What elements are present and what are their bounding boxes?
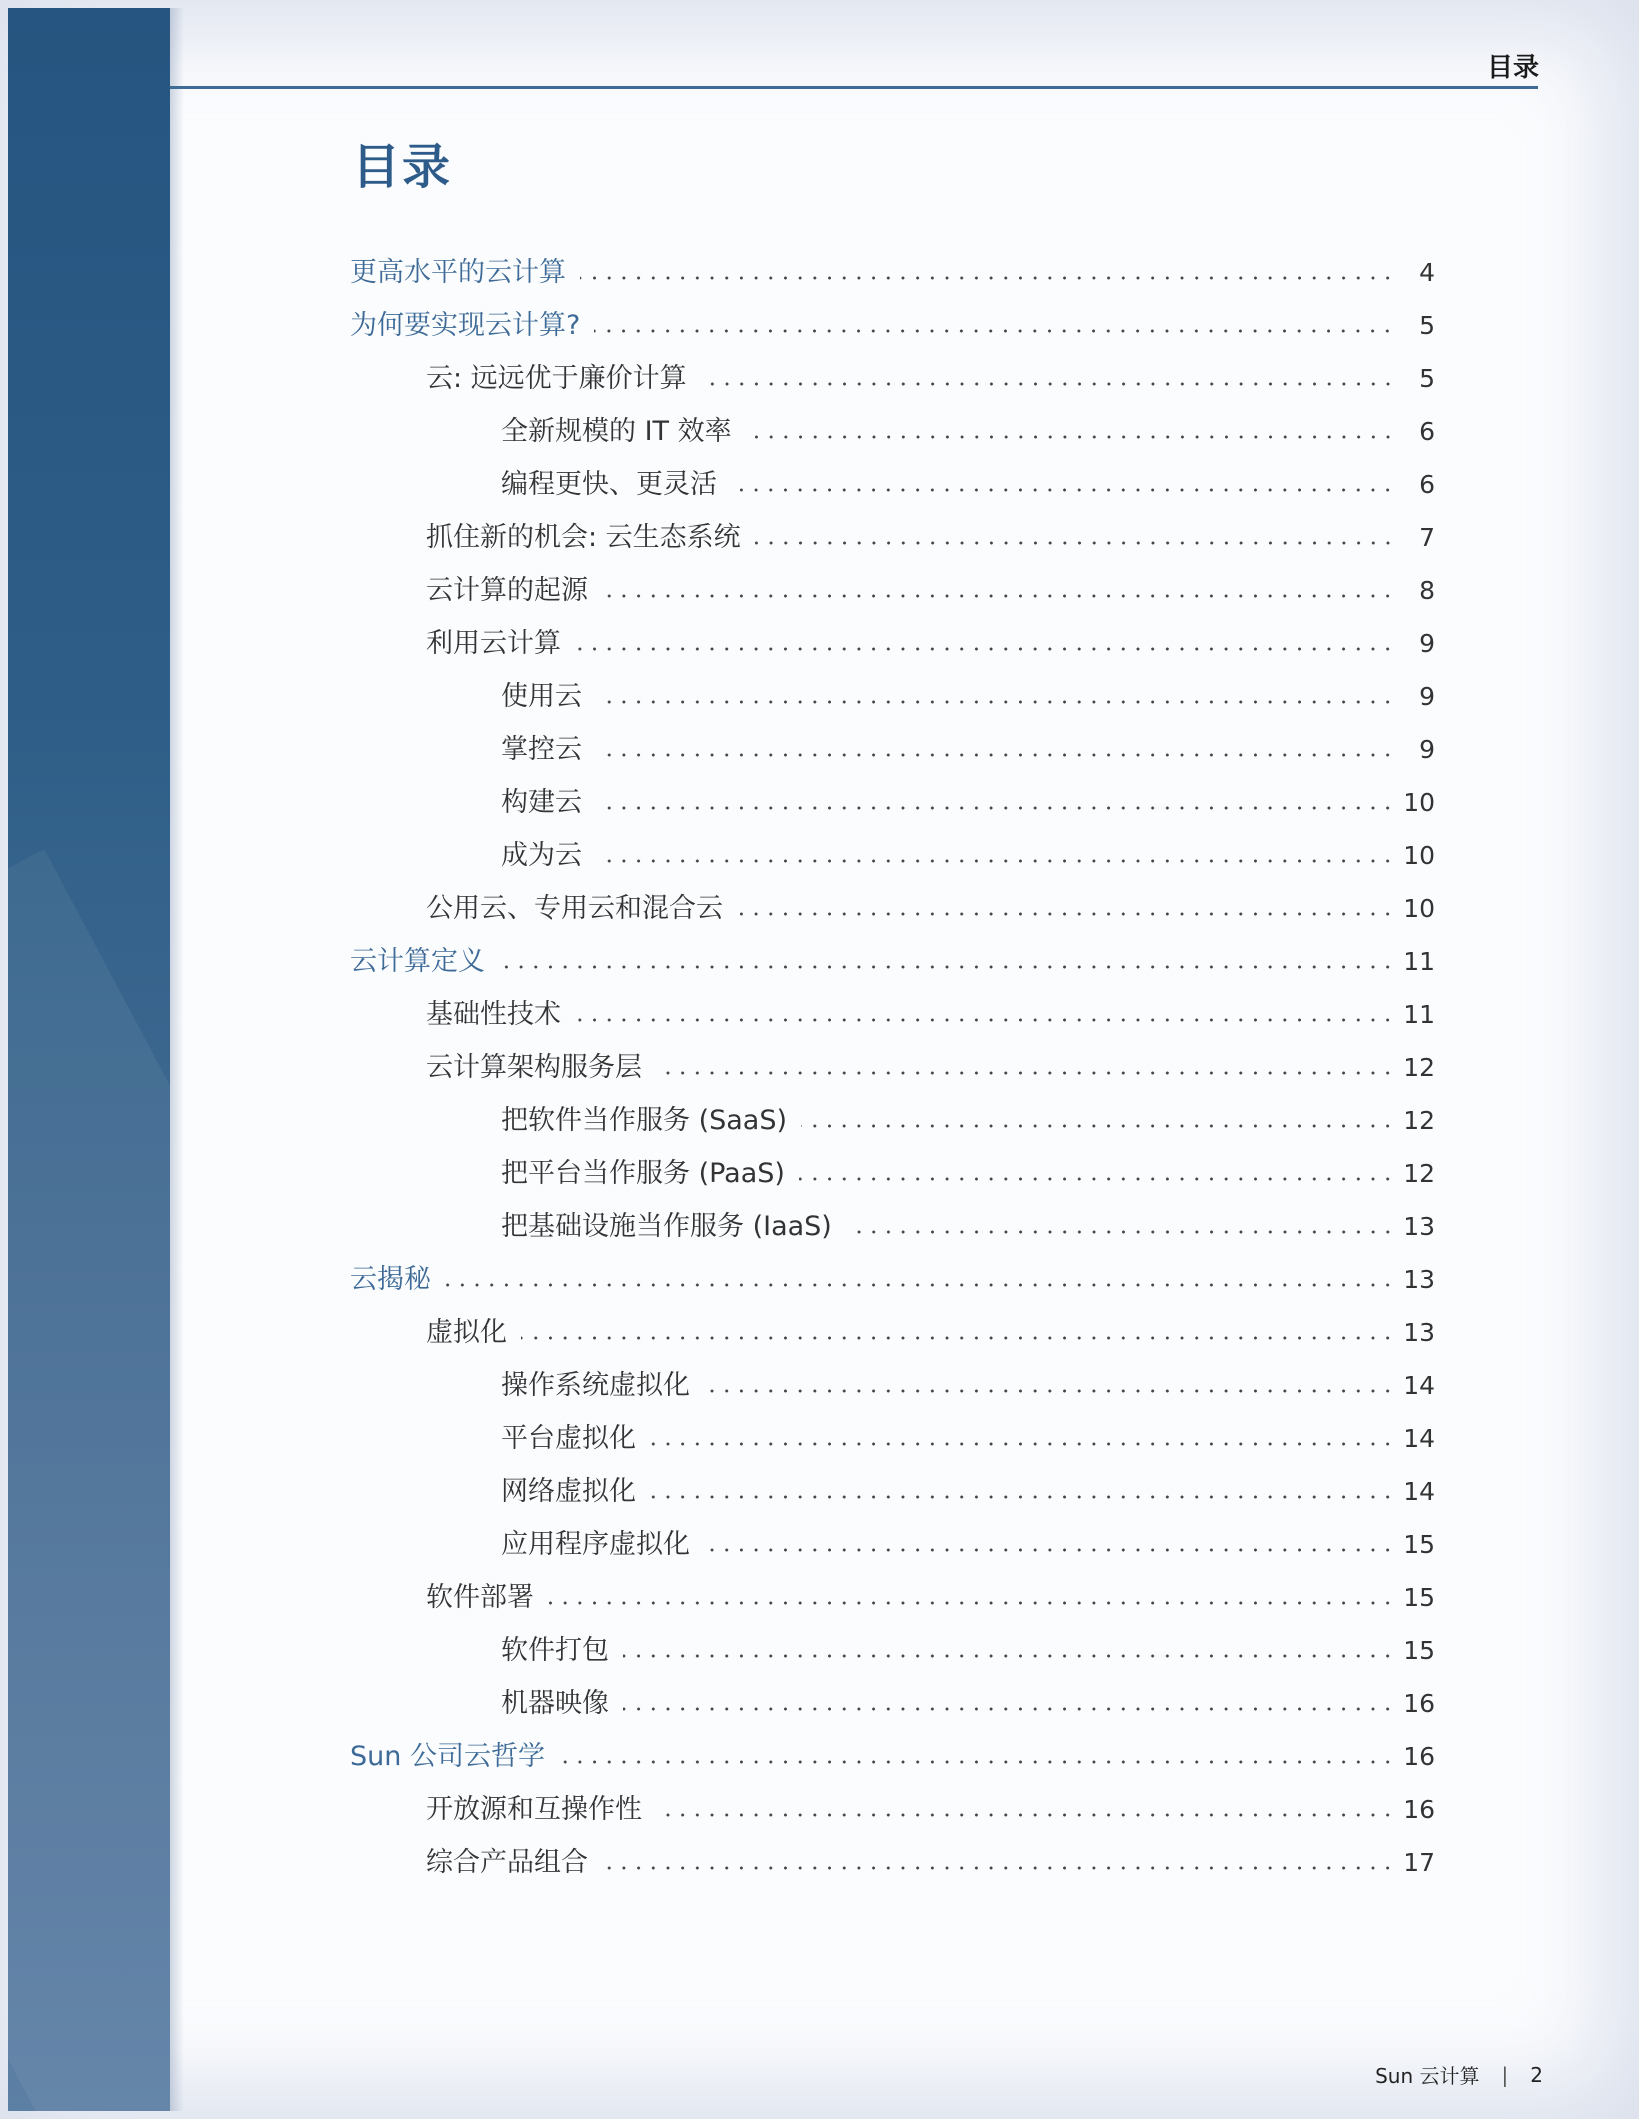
toc-dot-leader [746,434,1395,440]
toc-entry-page: 15 [1403,1583,1435,1612]
sidebar-shadow [170,8,184,2111]
toc-dot-leader [623,1706,1395,1712]
toc-entry-label: 把平台当作服务 (PaaS) [501,1158,785,1189]
toc-entry-label: 云计算的起源 [426,575,588,606]
toc-entry-label: 云计算架构服务层 [426,1052,642,1083]
toc-entry[interactable] [350,1518,1435,1571]
toc-entry-label: 基础性技术 [426,999,561,1030]
toc-entry-page: 7 [1419,523,1435,552]
toc-dot-leader [656,1070,1395,1076]
toc-dot-leader [755,540,1395,546]
toc-entry-page: 17 [1403,1848,1435,1877]
toc-entry-label: 机器映像 [501,1688,609,1719]
toc-entry-label: 操作系统虚拟化 [501,1370,690,1401]
toc-entry-label: 更高水平的云计算 [350,257,566,288]
toc-entry-page: 16 [1403,1795,1435,1824]
toc-entry-page: 5 [1419,311,1435,340]
toc-entry-label: 为何要实现云计算? [350,310,581,341]
toc-entry-page: 14 [1403,1477,1435,1506]
toc-dot-leader [575,1017,1395,1023]
toc-entry[interactable] [350,882,1435,935]
toc-dot-leader [701,381,1395,387]
toc-entry-label: 平台虚拟化 [501,1423,636,1454]
toc-entry[interactable] [350,405,1435,458]
toc-entry-page: 13 [1403,1212,1435,1241]
toc-entry[interactable] [350,1253,1435,1306]
toc-entry[interactable] [350,1836,1435,1889]
toc-entry[interactable] [350,458,1435,511]
toc-entry-page: 4 [1419,258,1435,287]
toc-entry-label: 成为云 [501,840,582,871]
toc-entry-page: 11 [1403,1000,1435,1029]
toc-entry-label: 应用程序虚拟化 [501,1529,690,1560]
toc-dot-leader [580,275,1395,281]
toc-entry[interactable] [350,352,1435,405]
toc-entry[interactable] [350,299,1435,352]
toc-dot-leader [846,1229,1395,1235]
toc-entry-page: 9 [1419,682,1435,711]
toc-entry-page: 15 [1403,1636,1435,1665]
toc-dot-leader [521,1335,1395,1341]
toc-dot-leader [656,1812,1395,1818]
toc-entry[interactable] [350,1571,1435,1624]
toc-dot-leader [650,1494,1395,1500]
toc-entry[interactable] [350,1783,1435,1836]
toc-dot-leader [731,487,1395,493]
toc-entry-label: 构建云 [501,787,582,818]
toc-dot-leader [602,593,1395,599]
footer-page-number: 2 [1530,2062,1543,2087]
header-rule [170,86,1538,89]
toc-entry[interactable] [350,935,1435,988]
toc-entry-page: 9 [1419,735,1435,764]
footer-doc-name: Sun 云计算 [1375,2064,1480,2088]
toc-dot-leader [650,1441,1395,1447]
toc-entry-page: 13 [1403,1265,1435,1294]
toc-entry-page: 10 [1403,788,1435,817]
toc-entry[interactable] [350,1730,1435,1783]
toc-entry-label: Sun 公司云哲学 [350,1741,545,1772]
toc-dot-leader [445,1282,1395,1288]
toc-dot-leader [602,1865,1395,1871]
toc-entry-page: 14 [1403,1371,1435,1400]
toc-dot-leader [704,1547,1395,1553]
running-header: 目录 [1486,53,1539,83]
toc-dot-leader [623,1653,1395,1659]
toc-entry[interactable] [350,988,1435,1041]
toc-dot-leader [801,1123,1395,1129]
toc-entry[interactable] [350,564,1435,617]
toc-entry-label: 全新规模的 IT 效率 [501,416,732,447]
toc-dot-leader [596,752,1395,758]
toc-entry[interactable] [350,1200,1435,1253]
toc-entry[interactable] [350,1041,1435,1094]
toc-entry[interactable] [350,1306,1435,1359]
toc-entry[interactable] [350,1359,1435,1412]
toc-entry[interactable] [350,670,1435,723]
toc-entry-page: 12 [1403,1159,1435,1188]
toc-dot-leader [799,1176,1395,1182]
toc-dot-leader [559,1759,1395,1765]
toc-entry-label: 软件打包 [501,1635,609,1666]
toc-entry-page: 10 [1403,894,1435,923]
toc-entry[interactable] [350,1094,1435,1147]
toc-dot-leader [548,1600,1395,1606]
toc-entry-label: 网络虚拟化 [501,1476,636,1507]
toc-entry-page: 10 [1403,841,1435,870]
toc-entry-label: 把软件当作服务 (SaaS) [501,1105,788,1136]
toc-dot-leader [596,699,1395,705]
toc-dot-leader [499,964,1395,970]
toc-entry-label: 开放源和互操作性 [426,1794,642,1825]
toc-entry-page: 9 [1419,629,1435,658]
toc-entry[interactable] [350,1147,1435,1200]
toc-entry-page: 8 [1419,576,1435,605]
toc-entry[interactable] [350,246,1435,299]
toc-entry-label: 软件部署 [426,1582,534,1613]
toc-entry-label: 云揭秘 [350,1264,431,1295]
toc-entry[interactable] [350,1465,1435,1518]
toc-entry-page: 12 [1403,1106,1435,1135]
toc-entry-page: 16 [1403,1689,1435,1718]
toc-entry-page: 13 [1403,1318,1435,1347]
toc-entry[interactable] [350,511,1435,564]
toc-entry-label: 云: 远远优于廉价计算 [426,363,687,394]
toc-entry[interactable] [350,617,1435,670]
toc-entry[interactable] [350,1624,1435,1677]
toc-entry-label: 掌控云 [501,734,582,765]
page-footer [1375,2060,1543,2089]
toc-dot-leader [596,858,1395,864]
toc-entry-label: 云计算定义 [350,946,485,977]
toc-entry-page: 6 [1419,470,1435,499]
toc-entry[interactable] [350,829,1435,882]
toc-entry-page: 16 [1403,1742,1435,1771]
toc-entry-label: 把基础设施当作服务 (IaaS) [501,1211,832,1242]
toc-entry-label: 公用云、专用云和混合云 [426,893,723,924]
toc-entry-label: 抓住新的机会: 云生态系统 [426,522,741,553]
toc-entry-page: 11 [1403,947,1435,976]
toc-entry-label: 综合产品组合 [426,1847,588,1878]
toc-dot-leader [737,911,1395,917]
toc-entry[interactable] [350,776,1435,829]
toc-entry-label: 利用云计算 [426,628,561,659]
toc-entry[interactable] [350,1677,1435,1730]
toc-dot-leader [704,1388,1395,1394]
sidebar-band [8,8,170,2111]
toc-entry[interactable] [350,1412,1435,1465]
toc-entry-page: 5 [1419,364,1435,393]
toc-entry[interactable] [350,723,1435,776]
footer-separator: | [1501,2062,1509,2087]
toc-entry-label: 使用云 [501,681,582,712]
toc-dot-leader [596,805,1395,811]
toc-entry-label: 编程更快、更灵活 [501,469,717,500]
toc-entry-page: 6 [1419,417,1435,446]
toc-entry-page: 14 [1403,1424,1435,1453]
toc-dot-leader [594,328,1395,334]
toc-entry-label: 虚拟化 [426,1317,507,1348]
page-title: 目录 [352,139,453,195]
toc-dot-leader [575,646,1395,652]
toc-entry-page: 15 [1403,1530,1435,1559]
table-of-contents [350,246,1435,1889]
toc-entry-page: 12 [1403,1053,1435,1082]
